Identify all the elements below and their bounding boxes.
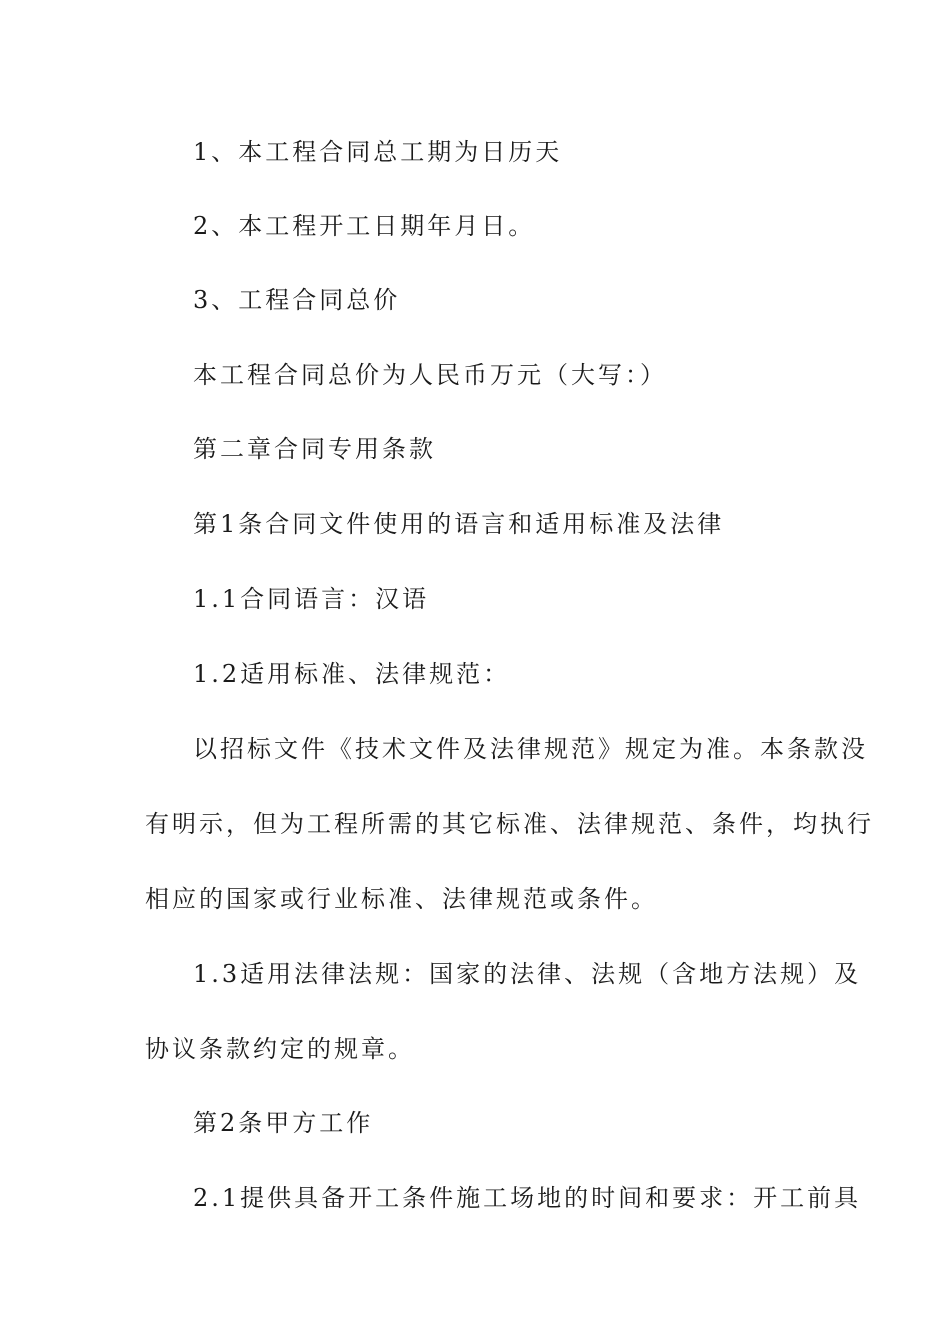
paragraph-line: 有明示，但为工程所需的其它标准、法律规范、条件，均执行	[145, 810, 874, 838]
paragraph-line: 相应的国家或行业标准、法律规范或条件。	[145, 885, 658, 913]
clause-1-2: 1.2适用标准、法律规范：	[193, 660, 511, 688]
clause-1-1: 1.1合同语言：汉语	[193, 585, 430, 613]
paragraph-line: 以招标文件《技术文件及法律规范》规定为准。本条款没	[193, 735, 868, 763]
clause-contract-price-text: 本工程合同总价为人民币万元（大写：）	[193, 361, 667, 389]
article-1-heading: 第1条合同文件使用的语言和适用标准及法律	[193, 510, 725, 538]
clause-contract-price-heading: 3、工程合同总价	[193, 286, 401, 314]
clause-2-1: 2.1提供具备开工条件施工场地的时间和要求：开工前具	[193, 1184, 862, 1212]
paragraph-line: 协议条款约定的规章。	[145, 1035, 415, 1063]
clause-start-date: 2、本工程开工日期年月日。	[193, 212, 536, 240]
chapter-heading: 第二章合同专用条款	[193, 435, 436, 463]
clause-1-3: 1.3适用法律法规：国家的法律、法规（含地方法规）及	[193, 960, 862, 988]
clause-total-duration: 1、本工程合同总工期为日历天	[193, 138, 563, 166]
article-2-heading: 第2条甲方工作	[193, 1109, 374, 1137]
